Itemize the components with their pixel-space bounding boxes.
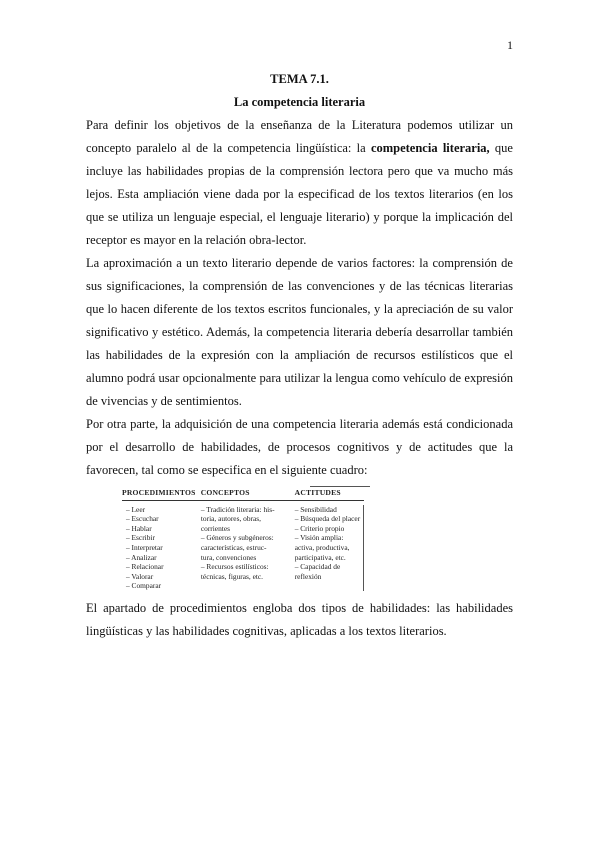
procedimientos-item: – Escuchar (126, 514, 159, 524)
procedimientos-item: – Interpretar (126, 542, 163, 552)
actitudes-item: reflexión (294, 571, 322, 581)
page-number: 1 (507, 38, 513, 52)
procedimientos-item: – Hablar (126, 523, 152, 533)
procedimientos-item: – Analizar (126, 552, 157, 562)
document-body (86, 68, 513, 643)
paragraph-1-end: que incluye las habilidades propias de la comprensión lectora pero que va mucho más lejos. Esta ampliación viene dada por la especificad de los textos literarios (en los que se utiliza un lenguaje especial, el lenguaje literario) y porque la implicación del receptor es mayor en la relación obra-lector. (86, 141, 513, 247)
procedimientos-item: – Relacionar (126, 562, 164, 572)
column-conceptos (201, 505, 291, 591)
paragraph-2: La aproximación a un texto literario depende de varios factores: la comprensión de sus significaciones, la comprensión de las convenciones y de las técnicas literarias que lo hacen diferente de los textos escritos funcionales, y la apreciación de su valor significativo y estético. Además, la competencia literaria debería desarrollar también las habilidades de la expresión con la ampliación de recursos estilísticos que el alumno podrá usar opcionalmente para utilizar la lengua como vehículo de expresión de vivencias y de sentimientos. (86, 256, 513, 408)
actitudes-item: – Sensibilidad (294, 504, 337, 514)
column-actitudes (291, 505, 364, 591)
actitudes-item: – Búsqueda del placer (294, 514, 361, 524)
competencies-table (122, 488, 364, 591)
table-header (122, 488, 364, 501)
header-actitudes: ACTITUDES (294, 488, 341, 497)
table-body (122, 505, 364, 591)
actitudes-item: – Visión amplia: (294, 533, 344, 543)
procedimientos-item: – Comparar (126, 581, 162, 591)
actitudes-item: – Criterio propio (294, 523, 345, 533)
conceptos-item: técnicas, figuras, etc. (200, 571, 264, 581)
conceptos-item: características, estruc- (200, 542, 267, 552)
conceptos-item: tura, convenciones (200, 552, 257, 562)
procedimientos-item: – Leer (126, 504, 146, 514)
document-subtitle: La competencia literaria (233, 95, 366, 109)
conceptos-item: corrientes (200, 523, 230, 533)
actitudes-item: – Capacidad de (294, 562, 341, 572)
conceptos-item: – Recursos estilísticos: (200, 562, 269, 572)
column-procedimientos (122, 505, 201, 591)
paragraph-4: El apartado de procedimientos engloba dos tipos de habilidades: las habilidades lingüísticas y las habilidades cognitivas, aplicadas a los textos literarios. (86, 600, 513, 638)
procedimientos-item: – Escribir (126, 533, 155, 543)
bold-term: competencia literaria, (370, 141, 490, 155)
document-title: TEMA 7.1. (270, 72, 329, 86)
header-conceptos: CONCEPTOS (200, 488, 250, 497)
conceptos-item: – Tradición literaria: his- (200, 504, 275, 514)
conceptos-item: toria, autores, obras, (200, 514, 261, 524)
paragraph-1 (86, 114, 513, 252)
actitudes-item: participativa, etc. (294, 552, 346, 562)
conceptos-item: – Géneros y subgéneros: (200, 533, 274, 543)
procedimientos-item: – Valorar (126, 571, 154, 581)
paragraph-3: Por otra parte, la adquisición de una competencia literaria además está condicionada por el desarrollo de habilidades, de procesos cognitivos y de actitudes que la favorecen, tal como se especifica en el siguiente cuadro: (86, 417, 513, 477)
paragraph-1-start: Para definir los objetivos de la enseñanza de la Literatura podemos utilizar un concepto paralelo al de la competencia lingüística: la (86, 118, 513, 155)
header-procedimientos: PROCEDIMIENTOS (122, 488, 196, 497)
actitudes-item: activa, productiva, (294, 542, 350, 552)
table-top-rule (310, 486, 370, 487)
